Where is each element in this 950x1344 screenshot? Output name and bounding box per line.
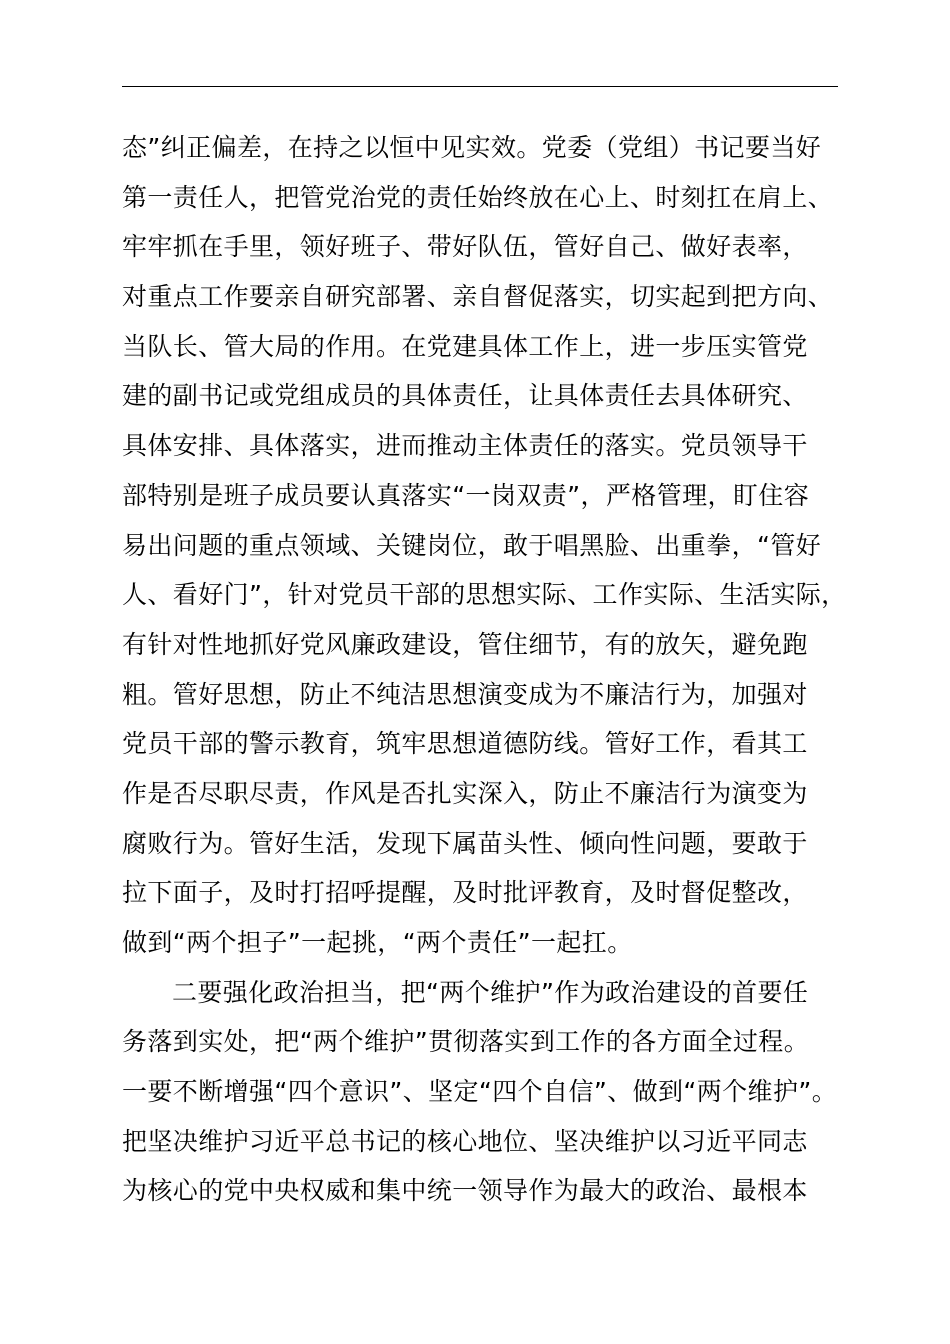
text-line: 拉下面子，及时打招呼提醒，及时批评教育，及时督促整改， — [122, 878, 808, 908]
header-rule — [122, 86, 838, 87]
text-line: 部特别是班子成员要认真落实“一岗双责”，严格管理，盯住容 — [122, 480, 810, 510]
text-line: 易出问题的重点领域、关键岗位，敢于唱黑脸、出重拳，“管好 — [122, 530, 822, 560]
text-line: 粗。管好思想，防止不纯洁思想演变成为不廉洁行为，加强对 — [122, 679, 808, 709]
paragraph-start-line: 二要强化政治担当，把“两个维护”作为政治建设的首要任 — [172, 977, 809, 1007]
text-line: 态”纠正偏差，在持之以恒中见实效。党委（党组）书记要当好 — [122, 133, 822, 162]
text-line: 对重点工作要亲自研究部署、亲自督促落实，切实起到把方向、 — [122, 282, 834, 312]
text-line: 牢牢抓在手里，领好班子、带好队伍，管好自己、做好表率， — [122, 232, 808, 262]
document-body — [122, 128, 862, 1221]
text-line: 具体安排、具体落实，进而推动主体责任的落实。党员领导干 — [122, 431, 808, 461]
text-line: 党员干部的警示教育，筑牢思想道德防线。管好工作，看其工 — [122, 729, 808, 759]
text-line: 第一责任人，把管党治党的责任始终放在心上、时刻扛在肩上、 — [122, 182, 834, 212]
text-line: 把坚决维护习近平总书记的核心地位、坚决维护以习近平同志 — [122, 1126, 808, 1156]
text-line: 有针对性地抓好党风廉政建设，管住细节，有的放矢，避免跑 — [122, 629, 808, 659]
text-line: 当队长、管大局的作用。在党建具体工作上，进一步压实管党 — [122, 331, 808, 361]
text-line: 人、看好门”，针对党员干部的思想实际、工作实际、生活实际， — [122, 580, 847, 610]
text-line: 务落到实处，把“两个维护”贯彻落实到工作的各方面全过程。 — [122, 1027, 810, 1057]
text-line: 为核心的党中央权威和集中统一领导作为最大的政治、最根本 — [122, 1176, 808, 1206]
text-line: 做到“两个担子”一起挑，“两个责任”一起扛。 — [122, 928, 633, 957]
text-line: 作是否尽职尽责，作风是否扎实深入，防止不廉洁行为演变为 — [122, 778, 808, 808]
text-line: 一要不断增强“四个意识”、坚定“四个自信”、做到“两个维护”。 — [122, 1077, 838, 1107]
text-line: 腐败行为。管好生活，发现下属苗头性、倾向性问题，要敢于 — [122, 828, 808, 858]
text-line: 建的副书记或党组成员的具体责任，让具体责任去具体研究、 — [122, 381, 808, 411]
